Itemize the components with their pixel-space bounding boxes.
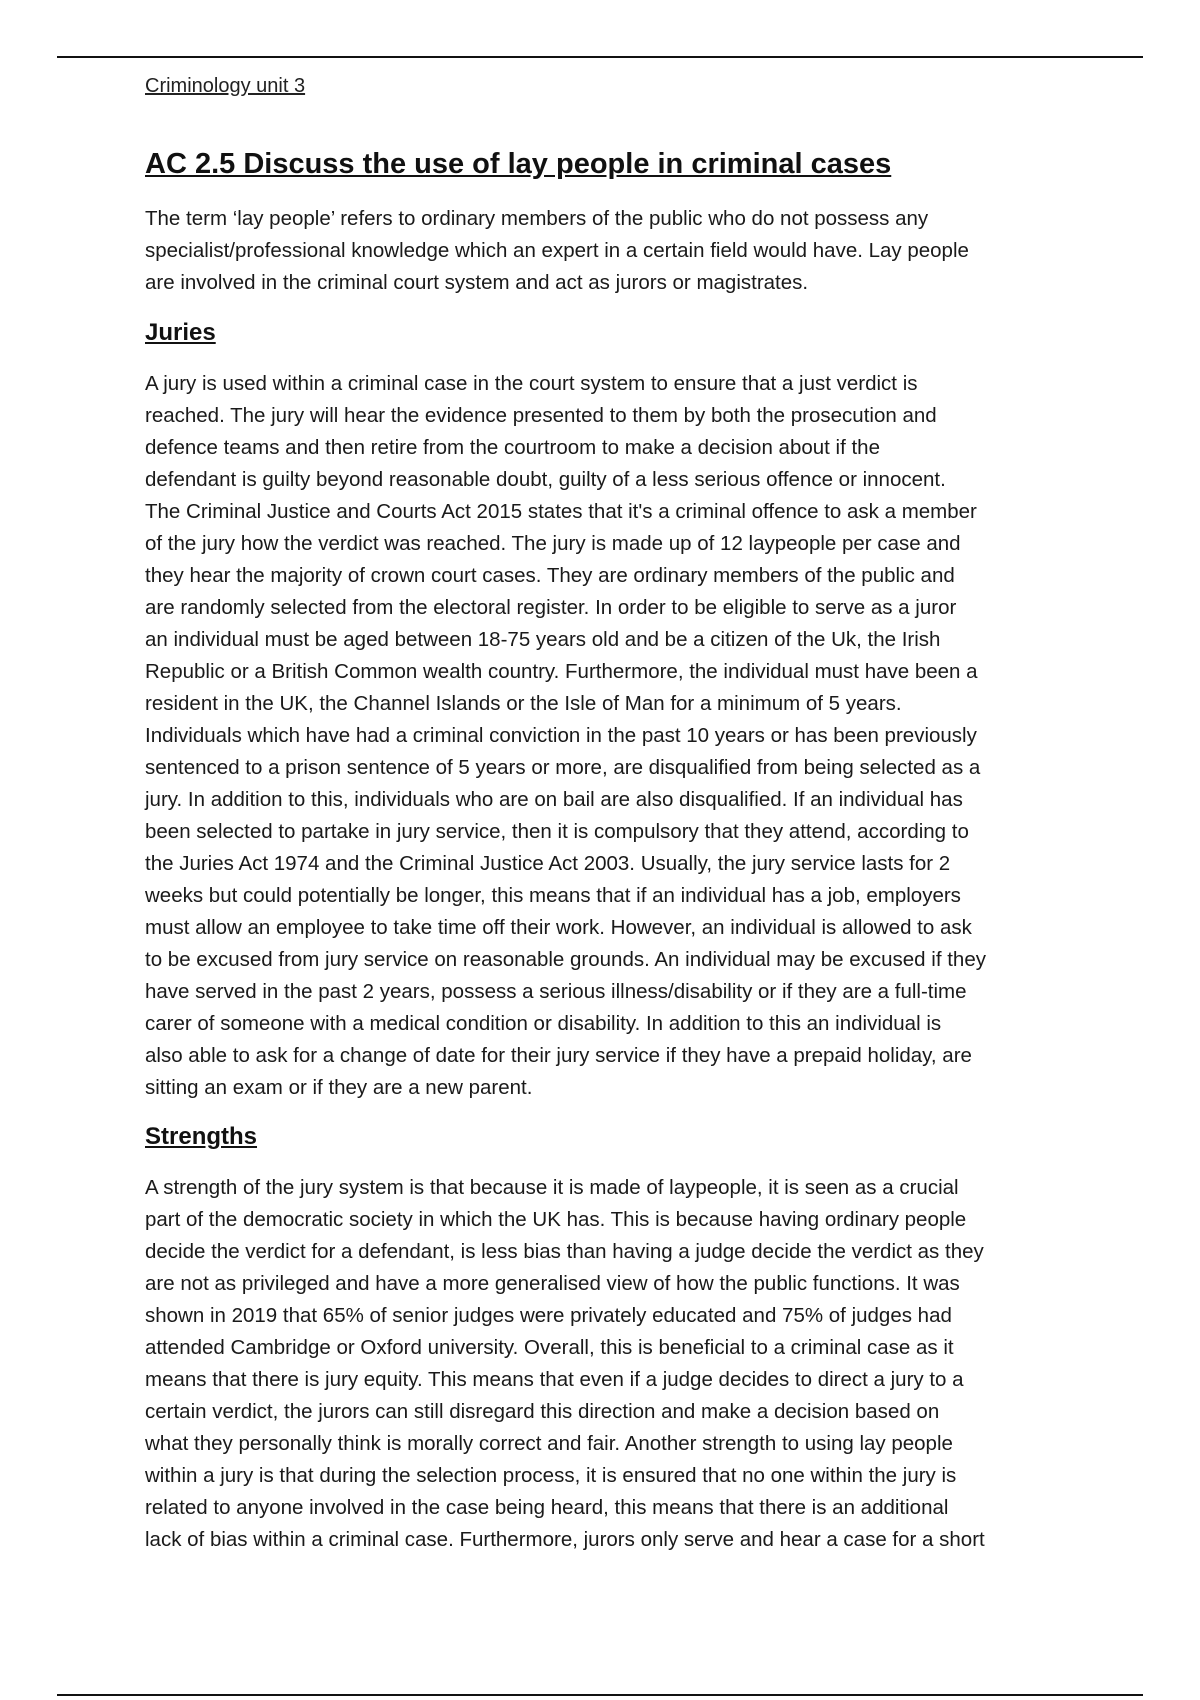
bottom-page-rule [57, 1694, 1143, 1696]
paragraph-line: attended Cambridge or Oxford university. Overall, this is beneficial to a criminal case as it [145, 1336, 954, 1359]
paragraph-line: what they personally think is morally correct and fair. Another strength to using lay people [145, 1432, 953, 1455]
paragraph-line: within a jury is that during the selection process, it is ensured that no one within the jury is [145, 1464, 957, 1487]
paragraph-line: resident in the UK, the Channel Islands or the Isle of Man for a minimum of 5 years. [145, 692, 902, 715]
paragraph-line: decide the verdict for a defendant, is less bias than having a judge decide the verdict as they [145, 1240, 984, 1263]
paragraph-line: are not as privileged and have a more generalised view of how the public functions. It was [145, 1272, 960, 1295]
paragraph-line: must allow an employee to take time off their work. However, an individual is allowed to ask [145, 916, 972, 939]
paragraph-line: an individual must be aged between 18-75 years old and be a citizen of the Uk, the Irish [145, 628, 941, 651]
paragraph-line: A strength of the jury system is that because it is made of laypeople, it is seen as a crucial [145, 1176, 959, 1199]
paragraph-line: lack of bias within a criminal case. Furthermore, jurors only serve and hear a case for a short [145, 1528, 985, 1551]
strengths-paragraph [145, 1172, 1070, 1556]
paragraph-line: are randomly selected from the electoral register. In order to be eligible to serve as a juror [145, 596, 957, 619]
paragraph-line: specialist/professional knowledge which an expert in a certain field would have. Lay people [145, 239, 969, 262]
paragraph-line: defence teams and then retire from the courtroom to make a decision about if the [145, 436, 880, 459]
paragraph-line: have served in the past 2 years, possess a serious illness/disability or if they are a full-time [145, 980, 967, 1003]
paragraph-line: related to anyone involved in the case being heard, this means that there is an additional [145, 1496, 949, 1519]
paragraph-line: are involved in the criminal court system and act as jurors or magistrates. [145, 271, 809, 294]
paragraph-line: shown in 2019 that 65% of senior judges were privately educated and 75% of judges had [145, 1304, 952, 1327]
paragraph-line: A jury is used within a criminal case in the court system to ensure that a just verdict is [145, 372, 918, 395]
paragraph-line: the Juries Act 1974 and the Criminal Justice Act 2003. Usually, the jury service lasts for 2 [145, 852, 951, 875]
paragraph-line: certain verdict, the jurors can still disregard this direction and make a decision based on [145, 1400, 940, 1423]
paragraph-line: The term ‘lay people’ refers to ordinary members of the public who do not possess any [145, 207, 929, 230]
paragraph-line: part of the democratic society in which the UK has. This is because having ordinary people [145, 1208, 967, 1231]
paragraph-line: sitting an exam or if they are a new parent. [145, 1076, 533, 1099]
paragraph-line: they hear the majority of crown court cases. They are ordinary members of the public and [145, 564, 955, 587]
paragraph-line: to be excused from jury service on reasonable grounds. An individual may be excused if they [145, 948, 986, 971]
section-heading-strengths: Strengths [145, 1123, 258, 1150]
paragraph-line: jury. In addition to this, individuals who are on bail are also disqualified. If an individual has [145, 788, 963, 811]
section-heading-juries: Juries [145, 319, 216, 346]
paragraph-line: weeks but could potentially be longer, this means that if an individual has a job, employers [145, 884, 961, 907]
paragraph-line: also able to ask for a change of date for their jury service if they have a prepaid holiday, are [145, 1044, 972, 1067]
paragraph-line: reached. The jury will hear the evidence presented to them by both the prosecution and [145, 404, 937, 427]
intro-paragraph [145, 203, 1070, 299]
top-page-rule [57, 56, 1143, 58]
paragraph-line: carer of someone with a medical condition or disability. In addition to this an individual is [145, 1012, 942, 1035]
paragraph-line: means that there is jury equity. This means that even if a judge decides to direct a jury to a [145, 1368, 964, 1391]
paragraph-line: of the jury how the verdict was reached. The jury is made up of 12 laypeople per case and [145, 532, 961, 555]
document-title: AC 2.5 Discuss the use of lay people in criminal cases [145, 148, 892, 180]
paragraph-line: Individuals which have had a criminal conviction in the past 10 years or has been previously [145, 724, 977, 747]
paragraph-line: sentenced to a prison sentence of 5 years or more, are disqualified from being selected as a [145, 756, 981, 779]
paragraph-line: defendant is guilty beyond reasonable doubt, guilty of a less serious offence or innocent. [145, 468, 946, 491]
paragraph-line: The Criminal Justice and Courts Act 2015 states that it's a criminal offence to ask a member [145, 500, 977, 523]
document-page [145, 70, 1070, 1551]
running-header: Criminology unit 3 [145, 75, 306, 97]
paragraph-line: been selected to partake in jury service, then it is compulsory that they attend, according to [145, 820, 969, 843]
juries-paragraph [145, 368, 1070, 1104]
paragraph-line: Republic or a British Common wealth country. Furthermore, the individual must have been a [145, 660, 978, 683]
